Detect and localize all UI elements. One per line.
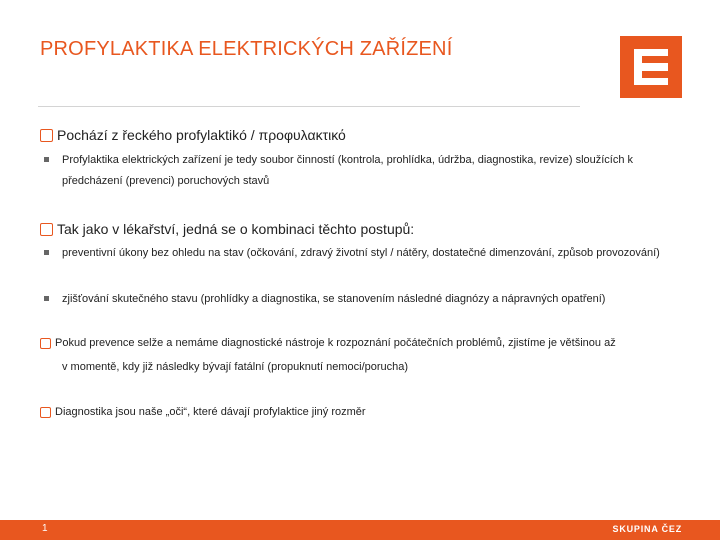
cez-logo-icon: [620, 36, 682, 98]
bullet-text: preventivní úkony bez ohledu na stav (očkování, zdravý životní styl / nátěry, dostatečné dimenzování, způsob provozování): [62, 247, 660, 259]
footer-bar: [0, 520, 720, 540]
brand-label: SKUPINA ČEZ: [612, 524, 682, 534]
page-title: PROFYLAKTIKA ELEKTRICKÝCH ZAŘÍZENÍ: [40, 38, 453, 60]
checkbox-square-icon: [40, 338, 51, 349]
bullet-text: Profylaktika elektrických zařízení je tedy soubor činností (kontrola, prohlídka, údržba, diagnostika, revize) sloužících k předcházení (prevenci) poruchových stavů: [62, 154, 634, 187]
section-heading-methods: [40, 221, 414, 237]
page-number: 1: [42, 523, 48, 534]
square-bullet-icon: [44, 296, 49, 301]
note-text: Diagnostika jsou naše „oči“, které dávají profylaktice jiný rozměr: [55, 406, 366, 418]
section-heading-origin: [40, 127, 346, 143]
title-divider: [38, 106, 580, 107]
heading-text: Tak jako v lékařství, jedná se o kombinaci těchto postupů:: [57, 221, 415, 237]
bullet-preventive: [44, 243, 694, 264]
bullet-state-check: [44, 289, 694, 310]
heading-text: Pochází z řeckého profylaktikó / προφυλακτικό: [57, 127, 346, 143]
square-bullet-icon: [44, 250, 49, 255]
square-bullet-icon: [44, 157, 49, 162]
bullet-text: zjišťování skutečného stavu (prohlídky a diagnostika, se stanovením následné diagnózy a nápravných opatření): [62, 293, 606, 305]
checkbox-square-icon: [40, 129, 53, 142]
note-text: Pokud prevence selže a nemáme diagnostické nástroje k rozpoznání počátečních problémů, zjistíme je většinou až: [55, 337, 616, 349]
checkbox-square-icon: [40, 407, 51, 418]
note-continuation: v momentě, kdy již následky bývají fatální (propuknutí nemoci/porucha): [62, 361, 409, 373]
section-note-diagnostics: [40, 406, 366, 418]
section-note-prevention: [40, 337, 616, 349]
bullet-definition: [44, 150, 694, 192]
checkbox-square-icon: [40, 223, 53, 236]
